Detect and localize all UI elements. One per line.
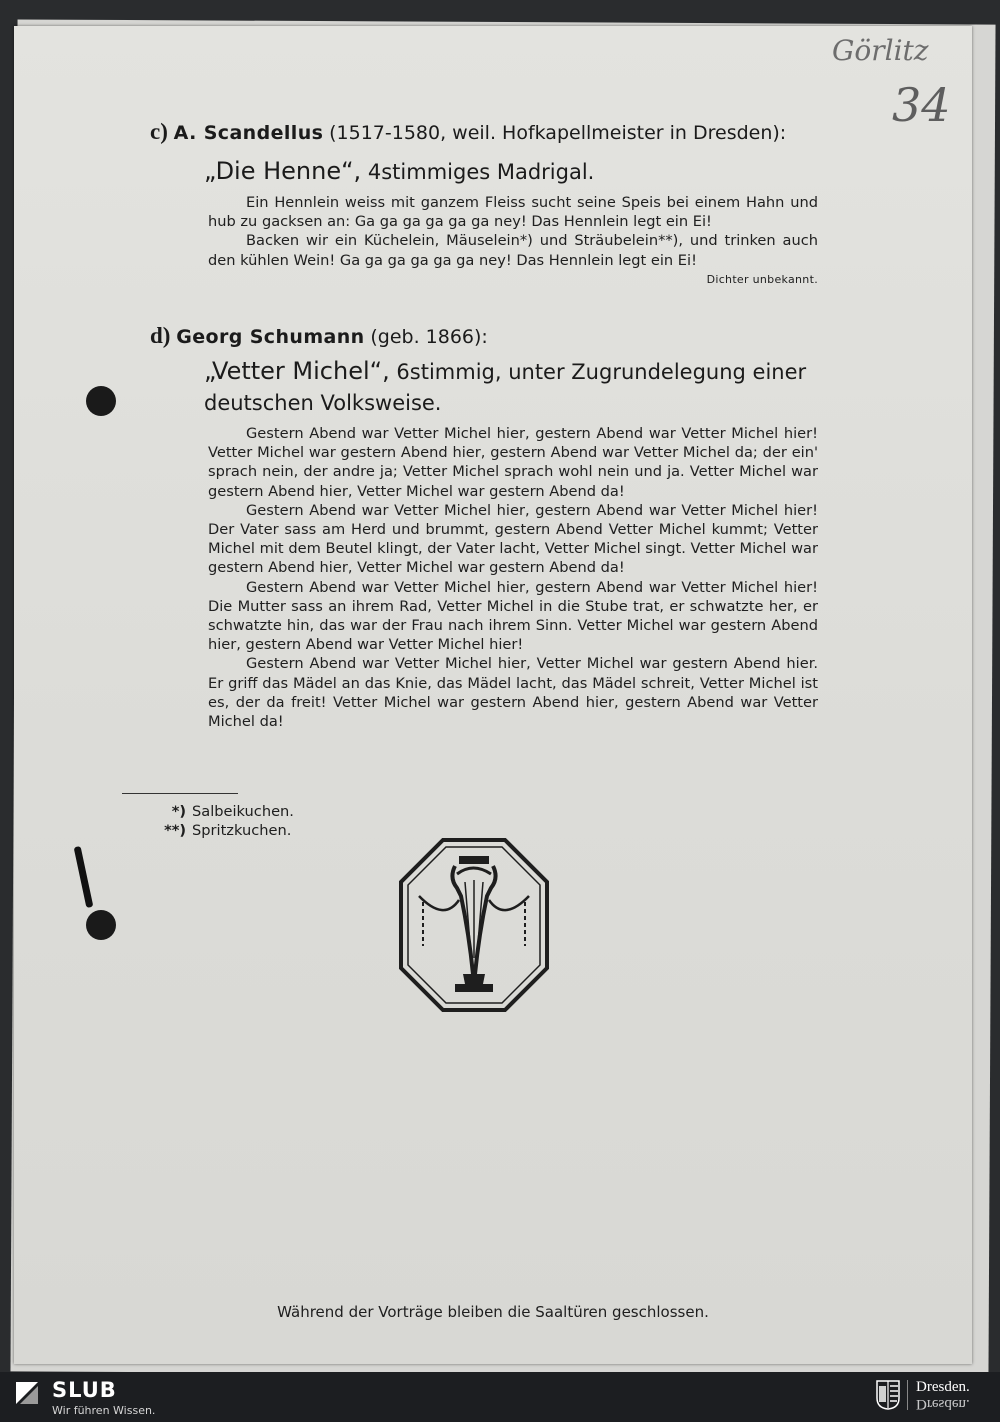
partner-name-reflection: Dresden.: [916, 1396, 970, 1412]
item-c-title: „Die Henne“,: [204, 157, 362, 185]
partner-name[interactable]: Dresden.: [916, 1379, 970, 1395]
lyre-ornament-icon: [399, 838, 549, 1012]
ink-mark: [74, 846, 94, 908]
item-d-composer: Georg Schumann: [176, 326, 365, 348]
item-c-heading: [150, 119, 786, 145]
slub-logo-icon[interactable]: [14, 1380, 40, 1406]
item-d-dates: (geb. 1866):: [370, 326, 488, 348]
library-name[interactable]: SLUB: [52, 1378, 117, 1402]
footnote-1-text: Salbeikuchen.: [192, 803, 294, 820]
footnote-2-mark: **): [164, 822, 186, 839]
item-d-verse-2: Gestern Abend war Vetter Michel hier, gestern Abend war Vetter Michel hier! Der Vater sass am Herd und brummt, gestern Abend Vetter Michel kummt; Vetter Michel mit dem Beutel klingt, der Vater lacht, Vetter Michel singt. Vetter Michel war gestern Abend hier, Vetter Michel war gestern Abend da!: [208, 501, 818, 577]
closing-note: Während der Vorträge bleiben die Saaltüren geschlossen.: [277, 1303, 709, 1321]
item-c-composer: A. Scandellus: [173, 122, 324, 144]
item-d-heading: [150, 323, 488, 349]
item-d-verse-1: Gestern Abend war Vetter Michel hier, gestern Abend war Vetter Michel hier! Vetter Michel war gestern Abend hier, gestern Abend war Vetter Michel da; der ein' sprach nein, der andre ja; Vetter Michel sprach wohl nein und ja. Vetter Michel war gestern Abend hier, Vetter Michel war gestern Abend da!: [208, 425, 818, 500]
footer-bar: [0, 1372, 1000, 1422]
footnote-divider: [122, 793, 238, 794]
footer-divider: [907, 1380, 908, 1410]
item-c-verse-1: Ein Hennlein weiss mit ganzem Fleiss sucht seine Speis bei einem Hahn und hub zu gacksen an: Ga ga ga ga ga ga ney! Das Hennlein legt ein Ei!: [208, 194, 818, 231]
item-d-work-title: [204, 356, 824, 419]
footnote-1: [160, 803, 294, 820]
item-d-verse-4: Gestern Abend war Vetter Michel hier, Vetter Michel war gestern Abend hier. Er griff das Mädel an das Knie, das Mädel lacht, das Mädel schreit, Vetter Michel ist es, der da freit! Vetter Michel war gestern Abend hier, gestern Abend war Vetter Michel da!: [208, 655, 818, 731]
item-d-title: „Vetter Michel“,: [204, 357, 390, 385]
item-d-verse-3: Gestern Abend war Vetter Michel hier, gestern Abend war Vetter Michel hier! Die Mutter sass an ihrem Rad, Vetter Michel in die Stube trat, er schwatzte her, er schwatzte hin, das war der Frau nach ihrem Sinn. Vetter Michel war gestern Abend hier, gestern Abend war Vetter Michel hier!: [208, 578, 818, 654]
footnote-1-mark: *): [171, 803, 186, 820]
pencil-note-number: 34: [892, 78, 951, 132]
pencil-note-place: Görlitz: [832, 34, 929, 67]
dresden-crest-icon[interactable]: [876, 1380, 900, 1410]
item-c-work-title: [204, 156, 824, 188]
item-c-lyrics: [208, 193, 818, 289]
item-c-subtitle: 4stimmiges Madrigal.: [367, 160, 595, 184]
item-c-label: c): [150, 119, 168, 144]
punch-hole-bottom: [86, 910, 116, 940]
footnote-2: [160, 822, 291, 839]
program-page: [14, 26, 972, 1364]
punch-hole-top: [86, 386, 116, 416]
library-tagline: Wir führen Wissen.: [52, 1404, 156, 1417]
item-c-dates: (1517-1580, weil. Hofkapellmeister in Dresden):: [329, 122, 787, 144]
item-d-label: d): [150, 323, 171, 348]
item-d-lyrics: [208, 424, 818, 731]
item-c-poet: Dichter unbekannt.: [706, 272, 818, 286]
footnote-2-text: Spritzkuchen.: [192, 822, 292, 839]
item-c-verse-2-block: [208, 231, 818, 286]
item-d-subtitle: 6stimmig, unter Zugrundelegung einer deutschen Volksweise.: [204, 360, 807, 415]
item-c-verse-2: Backen wir ein Küchelein, Mäuselein*) und Sträubelein**), und trinken auch den kühlen Wein! Ga ga ga ga ga ga ney! Das Hennlein legt ein Ei!: [208, 232, 818, 269]
